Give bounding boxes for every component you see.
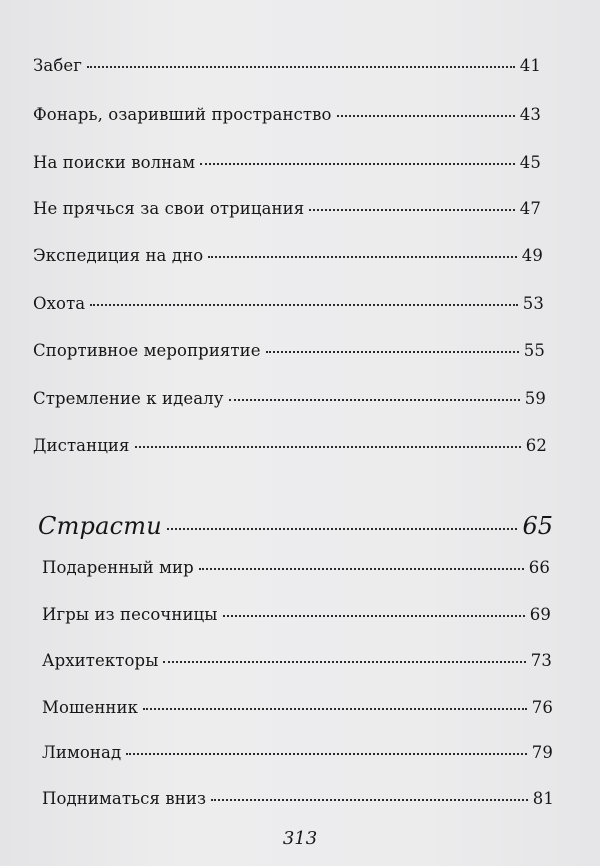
section-title: Страсти (38, 512, 162, 540)
toc-entry-page: 76 (531, 698, 553, 717)
section-page: 65 (522, 512, 553, 540)
dot-leader (167, 528, 518, 530)
toc-entry-title: Стремление к идеалу (33, 389, 224, 408)
dot-leader (126, 753, 527, 755)
toc-entry-title: Мошенник (42, 698, 139, 717)
toc-entry-title: На поиски волнам (33, 153, 196, 172)
toc-entry-title: Забег (33, 56, 82, 75)
dot-leader (90, 304, 518, 306)
dot-leader (229, 399, 520, 401)
toc-entry (42, 743, 553, 763)
toc-entry-title: Лимонад (42, 743, 122, 762)
dot-leader (223, 615, 525, 617)
toc-entry-title: Игры из песочницы (42, 605, 218, 624)
toc-entry (42, 651, 552, 671)
toc-entry (42, 605, 551, 625)
toc-entry (33, 199, 541, 219)
toc-entry-title: Спортивное мероприятие (33, 341, 261, 360)
dot-leader (208, 256, 517, 258)
toc-entry-page: 47 (519, 199, 541, 218)
toc-entry-page: 66 (528, 558, 550, 577)
dot-leader (211, 799, 528, 801)
toc-entry-page: 62 (525, 436, 547, 455)
toc-entry-page: 59 (524, 389, 546, 408)
toc-entry (33, 341, 545, 361)
toc-entry-page: 53 (522, 294, 544, 313)
dot-leader (163, 661, 525, 663)
dot-leader (309, 209, 515, 211)
toc-entry-page: 81 (532, 789, 554, 808)
toc-entry-title: Экспедиция на дно (33, 246, 204, 265)
toc-entry (42, 789, 554, 809)
toc-entry-page: 49 (521, 246, 543, 265)
toc-entry-title: Охота (33, 294, 86, 313)
toc-entry (33, 56, 541, 76)
toc-entry-page: 73 (530, 651, 552, 670)
toc-entry (42, 698, 553, 718)
dot-leader (200, 163, 515, 165)
toc-section-heading (38, 512, 553, 540)
toc-entry-title: Фонарь, озаривший пространство (33, 105, 332, 124)
toc-entry-page: 43 (519, 105, 541, 124)
toc-entry (33, 246, 543, 266)
toc-entry-title: Дистанция (33, 436, 130, 455)
toc-entry-title: Подаренный мир (42, 558, 194, 577)
page-number: 313 (282, 828, 318, 849)
dot-leader (337, 115, 515, 117)
dot-leader (266, 351, 519, 353)
toc-entry (33, 105, 541, 125)
dot-leader (87, 66, 515, 68)
toc-entry (33, 389, 546, 409)
toc-entry-page: 45 (519, 153, 541, 172)
toc-entry-title: Подниматься вниз (42, 789, 207, 808)
toc-entry-page: 69 (529, 605, 551, 624)
dot-leader (143, 708, 527, 710)
toc-entry (33, 153, 541, 173)
toc-entry-title: Не прячься за свои отрицания (33, 199, 305, 218)
dot-leader (135, 446, 521, 448)
toc-entry (33, 436, 547, 456)
toc-entry (42, 558, 550, 578)
toc-entry-page: 55 (523, 341, 545, 360)
dot-leader (199, 568, 524, 570)
toc-entry-page: 41 (519, 56, 541, 75)
toc-entry-page: 79 (531, 743, 553, 762)
toc-entry (33, 294, 544, 314)
toc-entry-title: Архитекторы (42, 651, 159, 670)
